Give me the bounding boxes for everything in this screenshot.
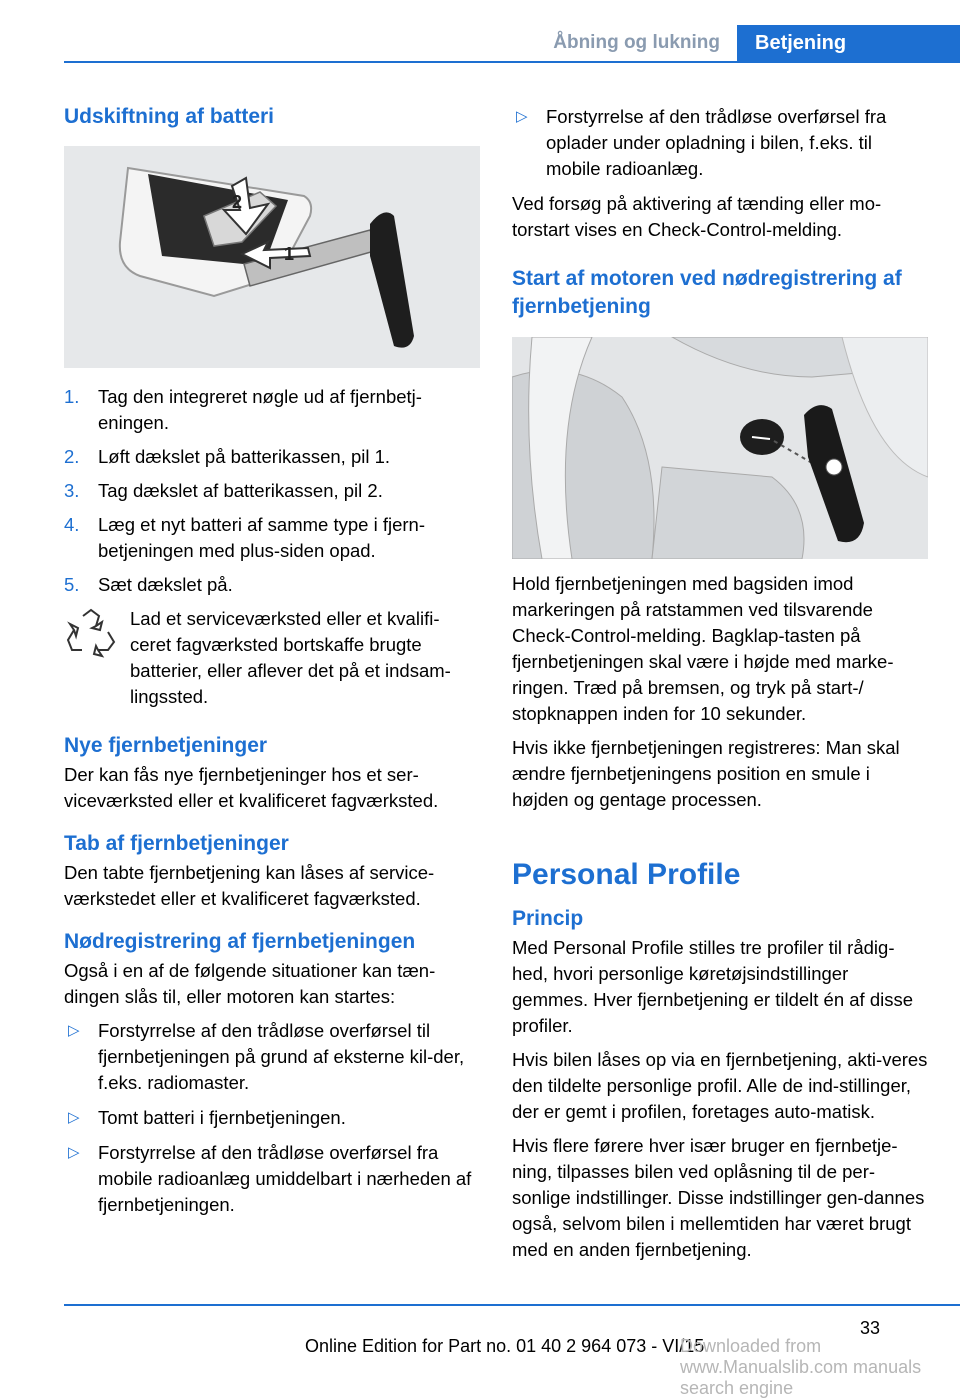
new-remotes-title: Nye fjernbetjeninger [64, 734, 268, 757]
right-column [512, 96, 928, 1263]
triangle-bullet-icon: ▷ [68, 1109, 80, 1126]
header-rule [64, 61, 960, 63]
arrow-label-2: 2 [232, 192, 243, 212]
recycle-icon [66, 608, 116, 660]
edition-text: Online Edition for Part no. 01 40 2 964 073 - VI/15 [305, 1336, 705, 1356]
hold-instructions: Hold fjernbetjeningen med bagsiden imod markeringen på ratstammen ved tilsvarende Check-Control-melding. Bagklap-tasten på fjernbetjeningen skal være i højde med marke‐ringen. Træd på bremsen, og tryk på start-/ stopknappen inden for 10 sekunder. [512, 573, 894, 724]
lost-remotes-text: Den tabte fjernbetjening kan låses af service‐værkstedet eller et kvalificeret fagværksted. [64, 862, 435, 909]
key-battery-figure [64, 146, 480, 368]
left-column [64, 96, 480, 1227]
list-item: ▷ Forstyrrelse af den trådløse overførsel fra oplader under opladning i bilen, f.eks. til mobile radioanlæg. [516, 106, 887, 179]
list-item: ▷ Tomt batteri i fjernbetjeningen. [64, 1105, 480, 1131]
key-battery-illustration [64, 146, 480, 368]
list-item: 3. Tag dækslet af batterikassen, pil 2. [64, 480, 383, 501]
lost-remotes-title: Tab af fjernbetjeninger [64, 832, 289, 855]
battery-steps [64, 384, 480, 598]
right-bullets [512, 104, 928, 182]
emergency-bullets [64, 1018, 480, 1218]
emergency-text: Også i en af de følgende situationer kan tæn‐dingen slås til, eller motoren kan startes: [64, 960, 436, 1007]
check-control-text: Ved forsøg på aktivering af tænding eller mo‐torstart vises en Check-Control-melding. [512, 193, 882, 240]
list-item: 4. Læg et nyt batteri af samme type i fjern‐betjeningen med plus-siden opad. [64, 514, 425, 561]
new-remotes-text: Der kan fås nye fjernbetjeninger hos et ser‐viceværksted eller et kvalificeret fagværksted. [64, 764, 439, 811]
breadcrumb-active[interactable]: Betjening [737, 25, 960, 62]
steering-column-illustration [512, 337, 928, 559]
page-number: 33 [860, 1318, 881, 1338]
battery-title: Udskiftning af batteri [64, 105, 275, 128]
watermark-text: Downloaded from www.Manualslib.com manuals search engine [680, 1336, 922, 1398]
list-item: ▷ Forstyrrelse af den trådløse overførsel fra mobile radioanlæg umiddelbart i nærheden af fjernbetjeningen. [68, 1142, 472, 1215]
breadcrumb-section[interactable]: Åbning og lukning [553, 32, 720, 53]
unlock-text: Hvis bilen låses op via en fjernbetjening, akti‐veres den tildelte personlige profil. Alle de ind‐stillinger, der er gemt i profilen, foretages auto‐matisk. [512, 1049, 928, 1122]
principle-text: Med Personal Profile stilles tre profiler til rådig‐hed, hvori personlige køretøjsindstillinger gemmes. Hver fjernbetjening er tildelt én af disse profiler. [512, 937, 914, 1036]
steering-column-figure [512, 337, 928, 559]
recycle-text: Lad et serviceværksted eller et kvalifi‐ceret fagværksted bortskaffe brugte batterier, eller aflever det på et indsam‐lingssted. [130, 608, 451, 707]
list-item: ▷ Forstyrrelse af den trådløse overførsel til fjernbetjeningen på grund af eksterne kil‐der, f.eks. radiomaster. [68, 1020, 465, 1093]
list-item: 1. Tag den integreret nøgle ud af fjernbetj‐eningen. [64, 386, 422, 433]
principle-title: Princip [512, 907, 584, 930]
not-registered-text: Hvis ikke fjernbetjeningen registreres: Man skal ændre fjernbetjeningens position en smule i højden og gentage processen. [512, 737, 900, 810]
list-item: 5. Sæt dækslet på. [64, 574, 233, 595]
emergency-start-title: Start af motoren ved nødregistrering af fjernbetjening [512, 267, 902, 318]
triangle-bullet-icon: ▷ [68, 1022, 80, 1039]
triangle-bullet-icon: ▷ [68, 1144, 80, 1161]
personal-profile-title: Personal Profile [512, 858, 741, 891]
multiple-drivers-text: Hvis flere førere hver især bruger en fjernbetje‐ning, tilpasses bilen ved oplåsning til de per‐sonlige indstillinger. Disse indstillinger gen‐dannes også, selvom bilen i mellemtiden har været brugt med en anden fjernbetjening. [512, 1135, 925, 1260]
list-item: 2. Løft dækslet på batterikassen, pil 1. [64, 446, 391, 467]
arrow-label-1: 1 [284, 244, 295, 264]
emergency-title: Nødregistrering af fjernbetjeningen [64, 930, 416, 953]
triangle-bullet-icon: ▷ [516, 108, 528, 125]
page-header [0, 0, 960, 62]
recycle-note [64, 606, 480, 710]
footer-rule [64, 1304, 960, 1306]
